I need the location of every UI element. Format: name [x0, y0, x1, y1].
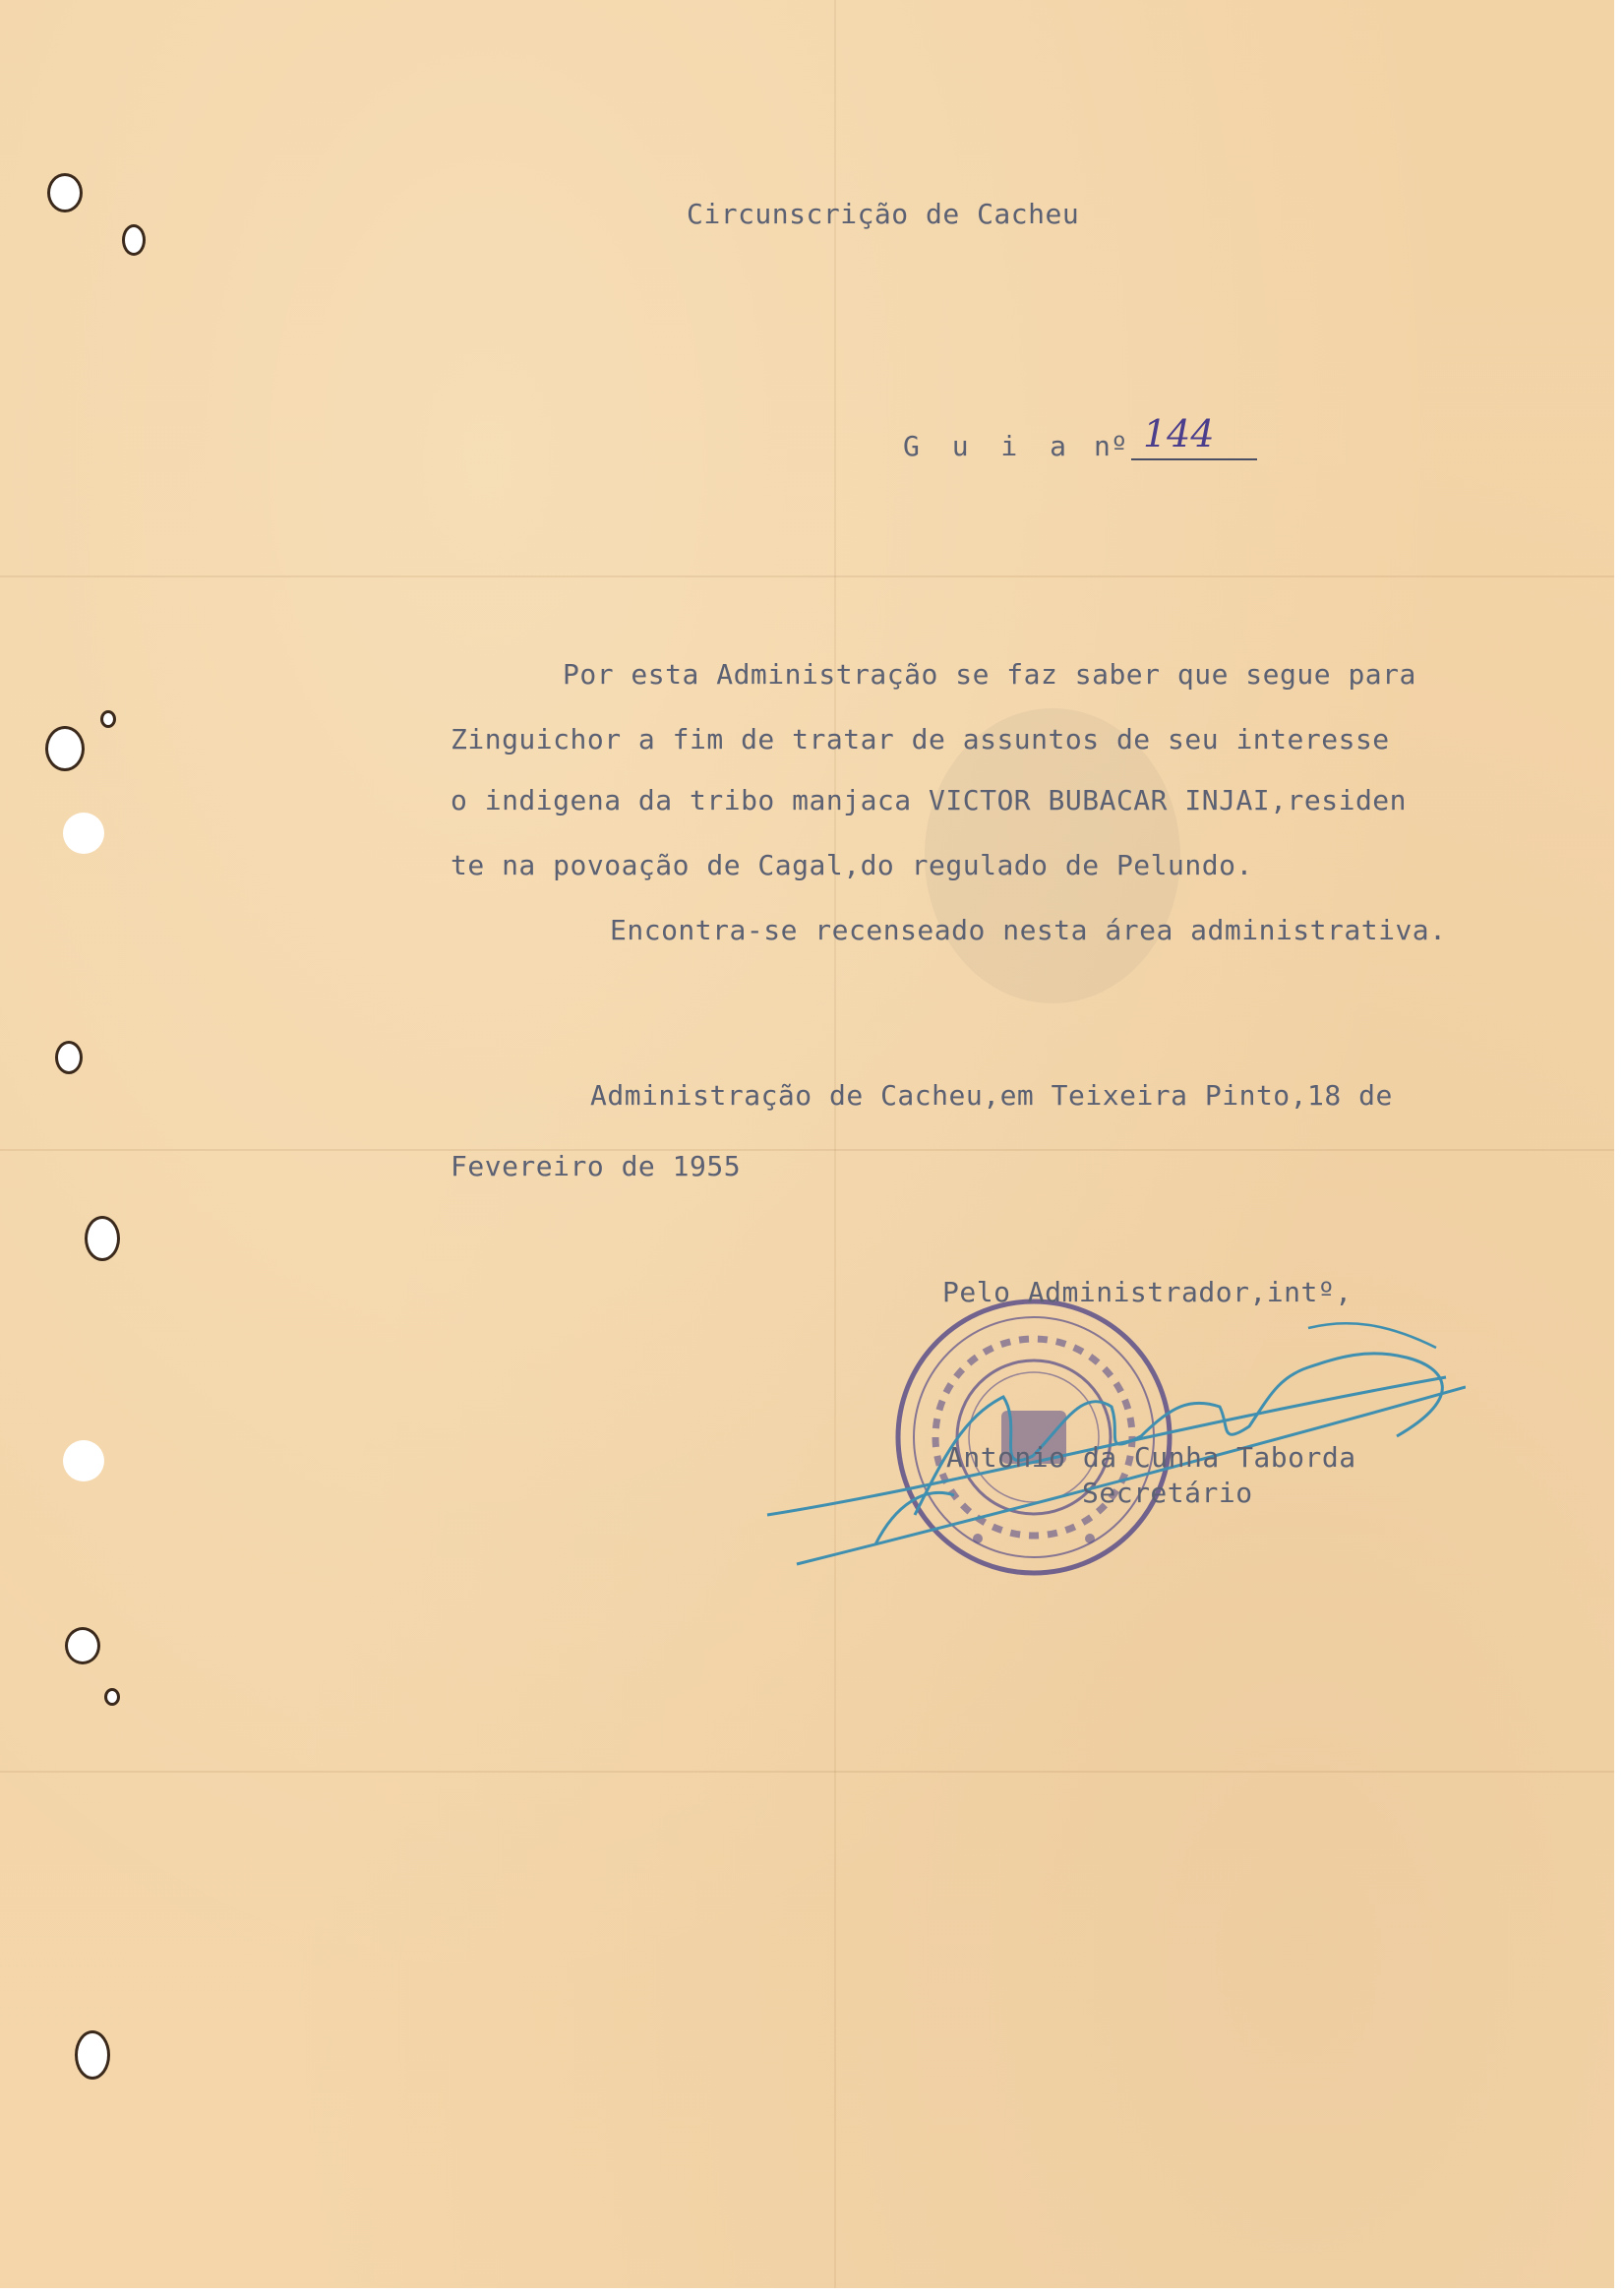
place-date-line-1: Administração de Cacheu,em Teixeira Pinto,18 de [590, 1079, 1393, 1112]
guia-number-prefix: nº [1094, 430, 1128, 462]
punch-hole [63, 813, 104, 854]
fold-line-lower [0, 1771, 1614, 1773]
burn-hole [65, 1627, 100, 1664]
handwritten-signature [757, 1289, 1466, 1584]
body-line-5: Encontra-se recenseado nesta área administrativa. [610, 914, 1447, 946]
burn-hole [100, 710, 116, 728]
signatory-name: Antonio da Cunha Taborda [946, 1441, 1356, 1474]
burn-hole [122, 224, 146, 256]
burn-hole [55, 1041, 83, 1074]
punch-hole [63, 1440, 104, 1481]
scan-edge-right [1614, 0, 1624, 2296]
guia-number-handwritten: 144 [1143, 412, 1215, 455]
body-line-4: te na povoação de Cagal,do regulado de Pelundo. [451, 849, 1253, 881]
header-title: Circunscrição de Cacheu [687, 198, 1080, 230]
scan-edge-bottom [0, 2288, 1624, 2296]
place-date-line-2: Fevereiro de 1955 [451, 1150, 742, 1182]
signature-title: Pelo Administrador,intº, [942, 1276, 1353, 1308]
guia-label: G u i a [903, 430, 1075, 462]
signatory-role: Secretário [1082, 1477, 1253, 1509]
body-line-2: Zinguichor a fim de tratar de assuntos de seu interesse [451, 723, 1390, 755]
burn-hole [75, 2030, 110, 2080]
body-line-1: Por esta Administração se faz saber que segue para [563, 658, 1416, 691]
fold-line-middle [0, 1149, 1614, 1151]
burn-hole [85, 1216, 120, 1261]
fold-line-upper [0, 575, 1614, 577]
guia-number-underline [1131, 458, 1257, 460]
burn-hole [45, 726, 85, 771]
burn-hole [104, 1688, 120, 1706]
fold-line-vertical [834, 0, 836, 2288]
burn-hole [47, 173, 83, 212]
body-line-3: o indigena da tribo manjaca VICTOR BUBACAR INJAI,residen [451, 784, 1408, 816]
